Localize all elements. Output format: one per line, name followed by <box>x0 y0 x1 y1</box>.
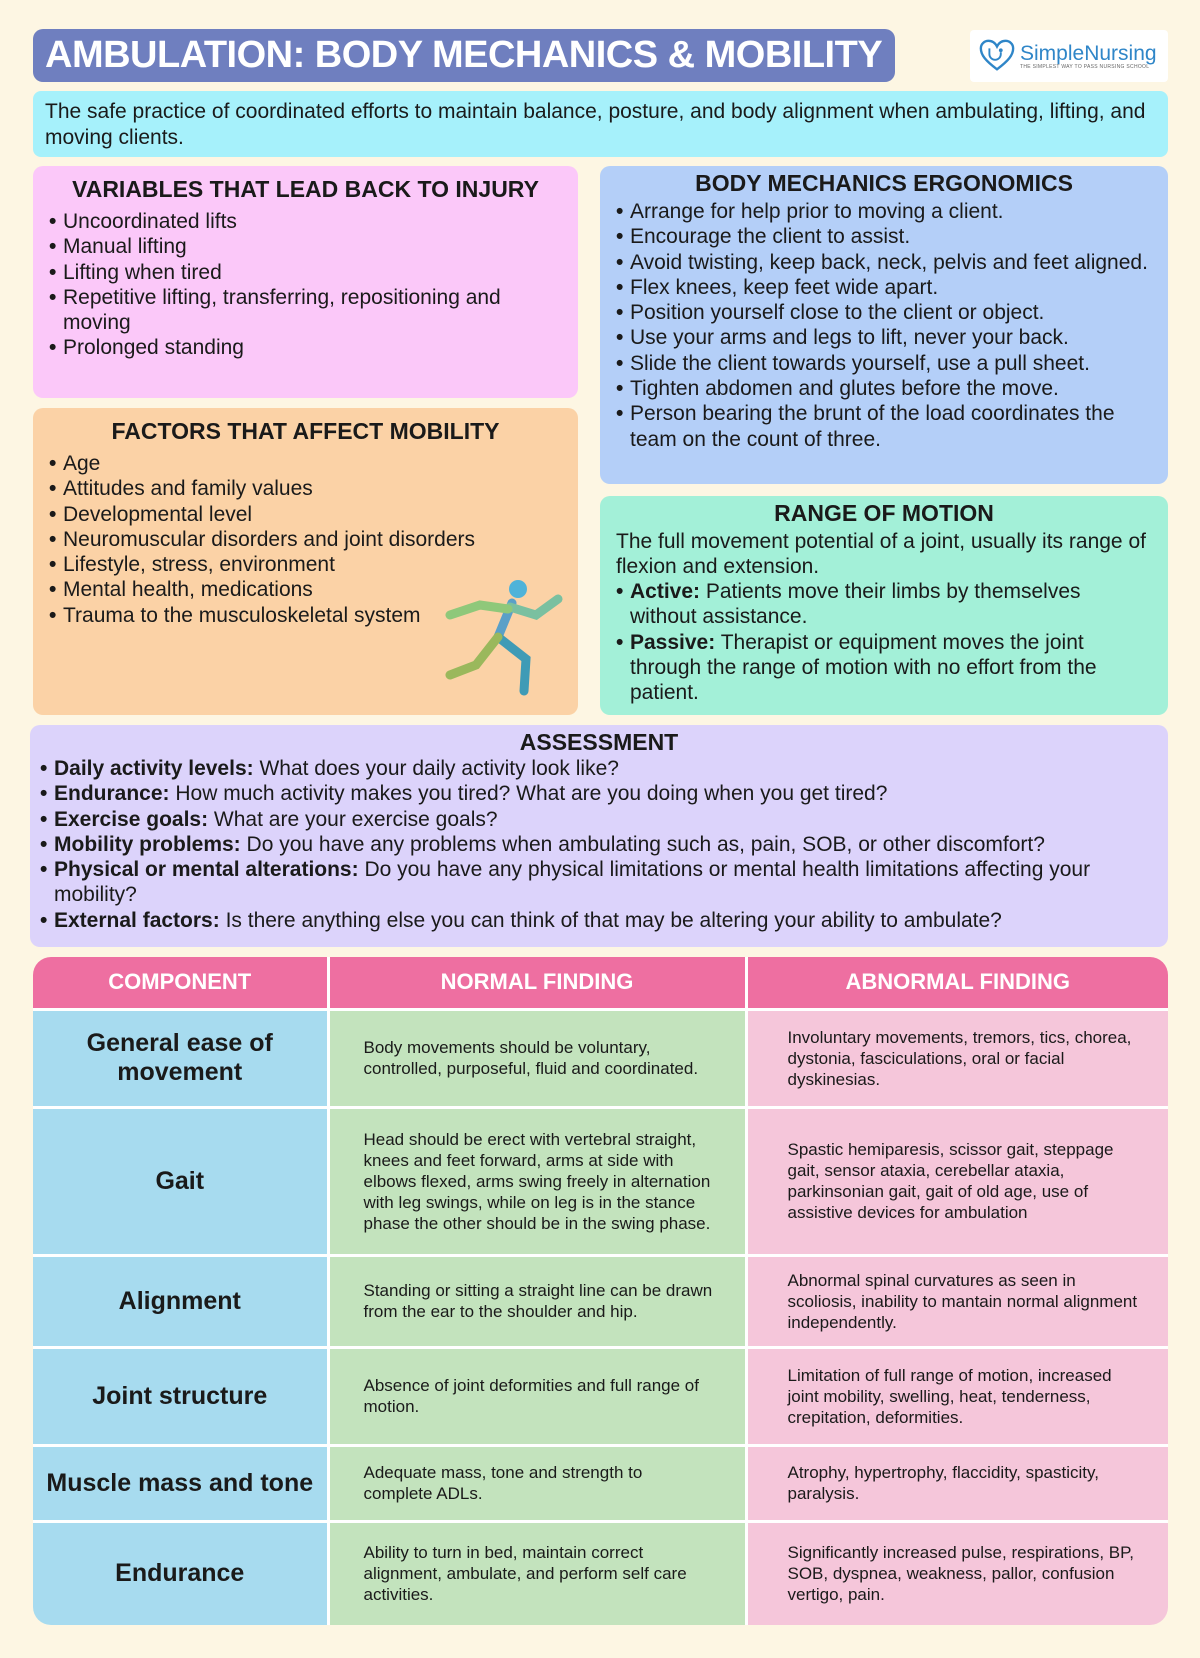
list-item: • Trauma to the musculoskeletal system <box>49 603 562 628</box>
term: External factors: <box>54 908 220 932</box>
list-item: • Mental health, medications <box>49 577 562 602</box>
term: Active: <box>630 580 701 603</box>
component-cell: General ease of movement <box>33 1009 328 1107</box>
component-cell: Gait <box>33 1107 328 1255</box>
table-row <box>33 1107 1168 1255</box>
term-description: Is there anything else you can think of that may be altering your ability to ambulate? <box>219 908 1002 932</box>
ergonomics-list <box>616 199 1152 452</box>
normal-finding-cell: Absence of joint deformities and full range of motion. <box>328 1347 746 1445</box>
table-row <box>33 1347 1168 1445</box>
table-row <box>33 1445 1168 1521</box>
running-person-icon <box>440 575 570 705</box>
page-title: AMBULATION: BODY MECHANICS & MOBILITY <box>33 29 895 82</box>
list-item: • Prolonged standing <box>49 335 562 360</box>
range-of-motion-list <box>616 579 1152 705</box>
normal-finding-cell: Ability to turn in bed, maintain correct alignment, ambulate, and perform self care activities. <box>328 1521 746 1625</box>
table-row <box>33 1521 1168 1625</box>
term-description: What does your daily activity look like? <box>253 757 619 780</box>
list-item <box>40 781 1158 806</box>
term: Daily activity levels: <box>54 757 254 780</box>
term-description: Do you have any physical limitations or mental health limitations affecting your mobility? <box>54 858 1091 907</box>
list-item <box>616 630 1152 706</box>
list-item: • Lifestyle, stress, environment <box>49 552 562 577</box>
findings-table <box>33 957 1168 1625</box>
abnormal-finding-cell: Atrophy, hypertrophy, flaccidity, spasticity, paralysis. <box>746 1445 1168 1521</box>
list-item <box>40 807 1158 832</box>
term-description: Do you have any problems when ambulating such as, pain, SOB, or other discomfort? <box>240 832 1045 856</box>
range-of-motion-panel <box>600 496 1168 715</box>
simplenursing-logo <box>970 30 1168 82</box>
list-item: • Attitudes and family values <box>49 476 562 501</box>
abnormal-finding-cell: Involuntary movements, tremors, tics, chorea, dystonia, fasciculations, oral or facial dyskinesias. <box>746 1009 1168 1107</box>
list-item: • Manual lifting <box>49 234 562 259</box>
normal-finding-cell: Head should be erect with vertebral straight, knees and feet forward, arms at side with elbows flexed, arms swing freely in alternation with leg swings, while on leg is in the stance phase the other should be in the swing phase. <box>328 1107 746 1255</box>
table-row <box>33 1009 1168 1107</box>
list-item: • Flex knees, keep feet wide apart. <box>616 275 1152 300</box>
list-item: • Arrange for help prior to moving a client. <box>616 199 1152 224</box>
component-cell: Muscle mass and tone <box>33 1445 328 1521</box>
list-item: • Age <box>49 451 562 476</box>
normal-finding-cell: Body movements should be voluntary, controlled, purposeful, fluid and coordinated. <box>328 1009 746 1107</box>
column-header-normal: NORMAL FINDING <box>328 957 746 1009</box>
intro-definition: The safe practice of coordinated efforts to maintain balance, posture, and body alignment when ambulating, lifting, and moving clients. <box>33 91 1168 157</box>
list-item <box>616 579 1152 630</box>
assessment-title: ASSESSMENT <box>519 729 679 755</box>
term: Endurance: <box>54 782 170 806</box>
term: Physical or mental alterations: <box>54 858 359 882</box>
abnormal-finding-cell: Abnormal spinal curvatures as seen in scoliosis, inability to mantain normal alignment independently. <box>746 1255 1168 1347</box>
range-of-motion-description: The full movement potential of a joint, usually its range of flexion and extension. <box>616 530 1146 578</box>
list-item: • Encourage the client to assist. <box>616 224 1152 249</box>
list-item: • Tighten abdomen and glutes before the move. <box>616 376 1152 401</box>
term-description: How much activity makes you tired? What are you doing when you get tired? <box>169 782 888 806</box>
list-item <box>40 908 1158 933</box>
injury-variables-panel <box>33 166 578 398</box>
list-item: • Neuromuscular disorders and joint disorders <box>49 527 562 552</box>
list-item <box>40 857 1158 908</box>
column-header-abnormal: ABNORMAL FINDING <box>746 957 1168 1009</box>
abnormal-finding-cell: Spastic hemiparesis, scissor gait, steppage gait, sensor ataxia, cerebellar ataxia, parkinsonian gait, gait of old age, use of assistive devices for ambulation <box>746 1107 1168 1255</box>
list-item: • Position yourself close to the client or object. <box>616 300 1152 325</box>
table-row <box>33 1255 1168 1347</box>
term: Mobility problems: <box>54 832 241 856</box>
abnormal-finding-cell: Significantly increased pulse, respirations, BP, SOB, dyspnea, weakness, pallor, confusion vertigo, pain. <box>746 1521 1168 1625</box>
term-description: Patients move their limbs by themselves without assistance. <box>630 580 1081 629</box>
heart-stethoscope-icon <box>978 37 1016 75</box>
injury-variables-list <box>49 209 562 361</box>
component-cell: Joint structure <box>33 1347 328 1445</box>
term: Passive: <box>630 630 716 654</box>
logo-text: SimpleNursing <box>1020 41 1157 65</box>
component-cell: Alignment <box>33 1255 328 1347</box>
assessment-list <box>40 756 1158 933</box>
list-item: • Uncoordinated lifts <box>49 209 562 234</box>
normal-finding-cell: Adequate mass, tone and strength to complete ADLs. <box>328 1445 746 1521</box>
list-item: • Person bearing the brunt of the load coordinates the team on the count of three. <box>616 401 1152 452</box>
normal-finding-cell: Standing or sitting a straight line can be drawn from the ear to the shoulder and hip. <box>328 1255 746 1347</box>
mobility-factors-title: FACTORS THAT AFFECT MOBILITY <box>111 418 500 444</box>
injury-variables-title: VARIABLES THAT LEAD BACK TO INJURY <box>72 176 539 202</box>
list-item: • Lifting when tired <box>49 260 562 285</box>
abnormal-finding-cell: Limitation of full range of motion, increased joint mobility, swelling, heat, tenderness, crepitation, deformities. <box>746 1347 1168 1445</box>
list-item: • Use your arms and legs to lift, never your back. <box>616 325 1152 350</box>
column-header-component: COMPONENT <box>33 957 328 1009</box>
term: Exercise goals: <box>54 807 209 831</box>
list-item <box>40 756 1158 781</box>
assessment-panel <box>30 725 1168 947</box>
list-item: • Repetitive lifting, transferring, repositioning and moving <box>49 285 562 336</box>
ergonomics-title: BODY MECHANICS ERGONOMICS <box>695 170 1073 196</box>
list-item: • Avoid twisting, keep back, neck, pelvis and feet aligned. <box>616 250 1152 275</box>
body-mechanics-ergonomics-panel <box>600 166 1168 484</box>
term-description: What are your exercise goals? <box>208 807 498 831</box>
component-cell: Endurance <box>33 1521 328 1625</box>
list-item: • Slide the client towards yourself, use a pull sheet. <box>616 351 1152 376</box>
table-header-row <box>33 957 1168 1009</box>
term-description: Therapist or equipment moves the joint through the range of motion with no effort from the patient. <box>630 630 1097 705</box>
logo-tagline: THE SIMPLEST WAY TO PASS NURSING SCHOOL <box>1020 63 1150 70</box>
range-of-motion-title: RANGE OF MOTION <box>774 500 994 526</box>
list-item: • Developmental level <box>49 502 562 527</box>
list-item <box>40 832 1158 857</box>
